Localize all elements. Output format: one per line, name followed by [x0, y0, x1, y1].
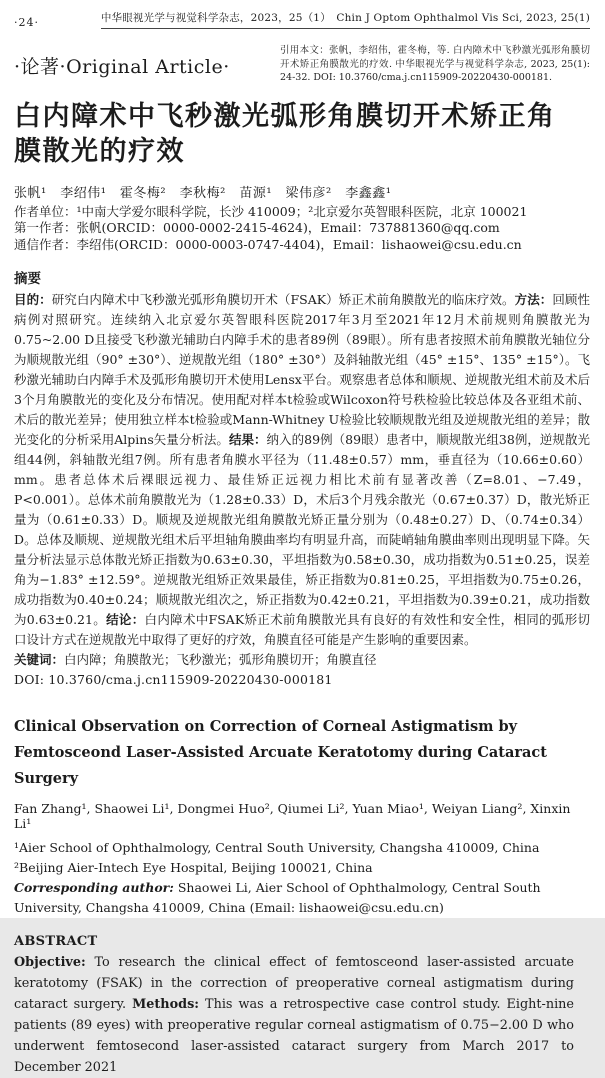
corresponding-author-line-cn: 通信作者：李绍伟(ORCID：0000-0003-0747-4404)，Email：lishaowei@csu.edu.cn: [14, 236, 522, 252]
abstract-heading-en: ABSTRACT: [14, 934, 98, 949]
keywords-line: [14, 650, 590, 670]
keywords-label: 关键词：: [14, 652, 65, 667]
article-title-en: Clinical Observation on Correction of Corneal Astigmatism by Femtosceond Laser-Assisted Arcuate Keratotomy during Cataract Surgery: [14, 718, 547, 787]
affiliation-2: ²Beijing Aier-Intech Eye Hospital, Beijing 100021, China: [14, 860, 373, 875]
article-title-cn: 白内障术中飞秒激光弧形角膜切开术矫正角膜散光的疗效: [14, 100, 556, 167]
article-type-label: ·论著·Original Article·: [14, 56, 230, 78]
first-author-line: 第一作者：张帆(ORCID：0000-0002-2415-4624)，Email：737881360@qq.com: [14, 220, 500, 235]
journal-title-line: 中华眼视光学与视觉科学杂志，2023，25（1） Chin J Optom Ophthalmol Vis Sci, 2023, 25(1): [101, 10, 590, 29]
abstract-en: [14, 952, 574, 1078]
running-head: [14, 10, 590, 29]
corresponding-text-en: Shaowei Li, Aier School of Ophthalmology, Central South University, Changsha 410009, China (Email: lishaowei@csu.edu.cn): [14, 880, 541, 915]
objective-text-cn: 研究白内障术中飞秒激光弧形角膜切开术（FSAK）矫正术前角膜散光的临床疗效。: [51, 292, 515, 307]
results-label-cn: 结果：: [228, 432, 267, 447]
author-meta-cn: [14, 204, 590, 254]
authors-en: Fan Zhang¹, Shaowei Li¹, Dongmei Huo², Qiumei Li², Yuan Miao¹, Weiyan Liang², Xinxin Li¹: [14, 801, 571, 831]
corresponding-label-en: Corresponding author:: [14, 880, 174, 895]
objective-label-cn: 目的：: [14, 292, 52, 307]
conclusions-label-cn: 结论：: [106, 612, 145, 627]
conclusions-text-cn: 白内障术中FSAK矫正术前角膜散光具有良好的有效性和安全性，相同的弧形切口设计方式在逆规散光中取得了更好的疗效，角膜直径可能是产生影响的重要因素。: [14, 612, 591, 647]
affiliations-en: [14, 838, 590, 918]
affiliations-cn: 作者单位：¹中南大学爱尔眼科学院，长沙 410009；²北京爱尔英智眼科医院，北京 100021: [14, 203, 528, 219]
page-number: ·24·: [14, 16, 39, 29]
article-type-row: [14, 44, 590, 85]
abstract-heading-cn: 摘要: [14, 271, 41, 287]
objective-text-en: To research the clinical effect of femtosceond laser-assisted arcuate keratotomy (FSAK) in the correction of preoperative corneal astigmatism during cataract surgery.: [14, 955, 574, 1012]
authors-cn: 张帆¹ 李绍伟¹ 霍冬梅² 李秋梅² 苗源¹ 梁伟彦² 李鑫鑫¹: [14, 185, 392, 201]
methods-label-en: Methods:: [132, 997, 200, 1012]
methods-label-cn: 方法：: [514, 292, 553, 307]
objective-label-en: Objective:: [14, 955, 86, 970]
methods-text-en: This was a retrospective case control study. Eight-nine patients (89 eyes) with preoperative regular corneal astigmatism of 0.75−2.00 D who underwent femtosecond laser-assisted cataract surgery from March 2017 to December 2021: [14, 997, 574, 1075]
abstract-cn: [14, 290, 590, 650]
affiliation-1: ¹Aier School of Ophthalmology, Central South University, Changsha 410009, China: [14, 840, 540, 855]
doi-line: DOI: 10.3760/cma.j.cn115909-20220430-000181: [14, 672, 333, 687]
keywords-text: 白内障；角膜散光；飞秒激光；弧形角膜切开；角膜直径: [64, 652, 377, 667]
corresponding-author-line-en: [14, 878, 569, 918]
methods-text-cn: 回顾性病例对照研究。连续纳入北京爱尔英智眼科医院2017年3月至2021年12月术前规则角膜散光为0.75~2.00 D且接受飞秒激光辅助白内障手术的患者89例（89眼）。所有患者按照术前角膜散光轴位分为顺规散光组（90° ±30°）、逆规散光组（180° ±30°）及斜轴散光组（45° ±15°、135° ±15°）。飞秒激光辅助白内障手术及弧形角膜切开术使用Lensx平台。观察患者总体和顺规、逆规散光组术前及术后3个月角膜散光的变化及分布情况。使用配对样本t检验或Wilcoxon符号秩检验比较总体及各亚组术前、术后的散光差异；使用独立样本t检验或Mann-Whitney U检验比较顺规散光组及逆规散光组的差异；散光变化的分析采用Alpins矢量分析法。: [14, 292, 590, 447]
citation-note: 引用本文：张帆，李绍伟，霍冬梅，等. 白内障术中飞秒激光弧形角膜切开术矫正角膜散光的疗效. 中华眼视光学与视觉科学杂志, 2023, 25(1): 24-32. DOI: 10.3760/cma.j.cn115909-20220430-000181.: [280, 45, 590, 83]
results-text-cn: 纳入的89例（89眼）患者中，顺规散光组38例，逆规散光组44例，斜轴散光组7例。所有患者角膜水平径为（11.48±0.57）mm，垂直径为（10.66±0.60）mm。患者总体术后裸眼远视力、最佳矫正远视力相比术前有显著改善（Z=8.01、−7.49，P<0.001）。总体术前角膜散光为（1.28±0.33）D，术后3个月残余散光（0.67±0.37）D，散光矫正量为（0.61±0.33）D。顺规及逆规散光组角膜散光矫正量分别为（0.48±0.27）D、（0.74±0.34）D。总体及顺规、逆规散光组术后平坦轴角膜曲率均有明显升高，而陡峭轴角膜曲率则出现明显下降。矢量分析法显示总体散光矫正指数为0.63±0.30，平坦指数为0.58±0.30，成功指数为0.51±0.25，误差角为−1.83° ±12.59°。逆规散光组矫正效果最佳，矫正指数为0.81±0.25，平坦指数为0.75±0.26，成功指数为0.40±0.24；顺规散光组次之，矫正指数为0.42±0.21，平坦指数为0.39±0.21，成功指数为0.63±0.21。: [14, 432, 590, 627]
